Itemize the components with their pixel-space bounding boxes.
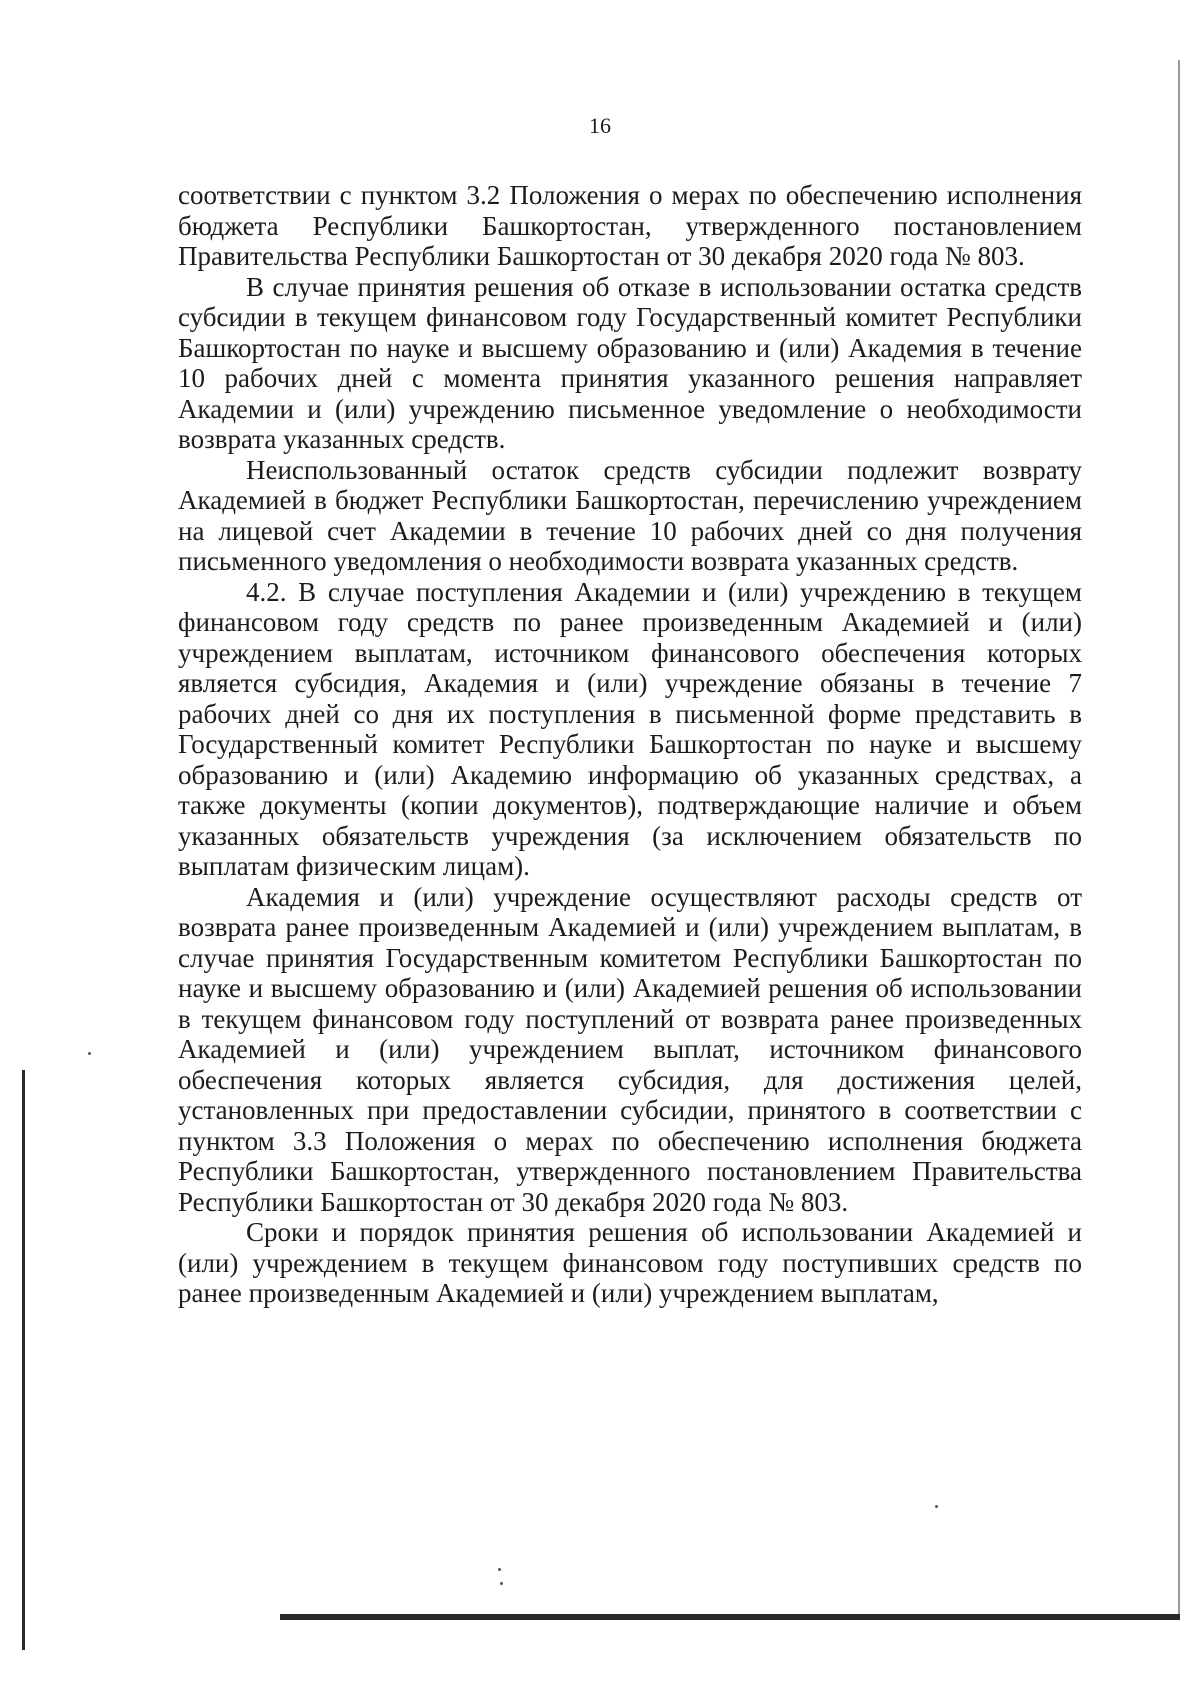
paragraph-terms-and-procedure: Сроки и порядок принятия решения об использовании Академией и (или) учреждением в текущем финансовом году поступивших средств по ранее произведенным Академией и (или) учреждением выплатам,: [178, 1217, 1082, 1308]
scan-speck: [498, 1568, 501, 1571]
paragraph-unused-balance: Неиспользованный остаток средств субсидии подлежит возврату Академией в бюджет Республики Башкортостан, перечислению учреждением на лицевой счет Академии в течение 10 рабочих дней со дня получения письменного уведомления о необходимости возврата указанных средств.: [178, 454, 1082, 576]
page-number: 16: [589, 113, 611, 138]
scan-right-edge: [1178, 60, 1180, 1620]
scan-bottom-bar: [280, 1614, 1180, 1620]
scan-speck: [88, 1052, 91, 1055]
scan-speck: [500, 1582, 503, 1585]
paragraph-continuation: соответствии с пунктом 3.2 Положения о мерах по обеспечению исполнения бюджета Республики Башкортостан, утвержденного постановлением Правительства Республики Башкортостан от 30 декабря 2020 года № 803.: [178, 180, 1082, 271]
scan-left-edge: [22, 1070, 25, 1650]
scan-speck: [935, 1505, 938, 1508]
paragraph-refusal-decision: В случае принятия решения об отказе в использовании остатка средств субсидии в текущем финансовом году Государственный комитет Республики Башкортостан по науке и высшему образованию и (или) Академия в течение 10 рабочих дней с момента принятия указанного решения направляет Академии и (или) учреждению письменное уведомление о необходимости возврата указанных средств.: [178, 271, 1082, 454]
paragraph-section-4-2: 4.2. В случае поступления Академии и (или) учреждению в текущем финансовом году средств по ранее произведенным Академией и (или) учреждением выплатам, источником финансового обеспечения которых является субсидия, Академия и (или) учреждение обязаны в течение 7 рабочих дней со дня их поступления в письменной форме представить в Государственный комитет Республики Башкортостан по науке и высшему образованию и (или) Академию информацию об указанных средствах, а также документы (копии документов), подтверждающие наличие и объем указанных обязательств учреждения (за исключением обязательств по выплатам физическим лицам).: [178, 576, 1082, 881]
document-body: [178, 180, 1082, 1309]
paragraph-expenditures: Академия и (или) учреждение осуществляют расходы средств от возврата ранее произведенным Академией и (или) учреждением выплатам, в случае принятия Государственным комитетом Республики Башкортостан по науке и высшему образованию и (или) Академией решения об использовании в текущем финансовом году поступлений от возврата ранее произведенных Академией и (или) учреждением выплат, источником финансового обеспечения которых является субсидия, для достижения целей, установленных при предоставлении субсидии, принятого в соответствии с пунктом 3.3 Положения о мерах по обеспечению исполнения бюджета Республики Башкортостан, утвержденного постановлением Правительства Республики Башкортостан от 30 декабря 2020 года № 803.: [178, 881, 1082, 1217]
